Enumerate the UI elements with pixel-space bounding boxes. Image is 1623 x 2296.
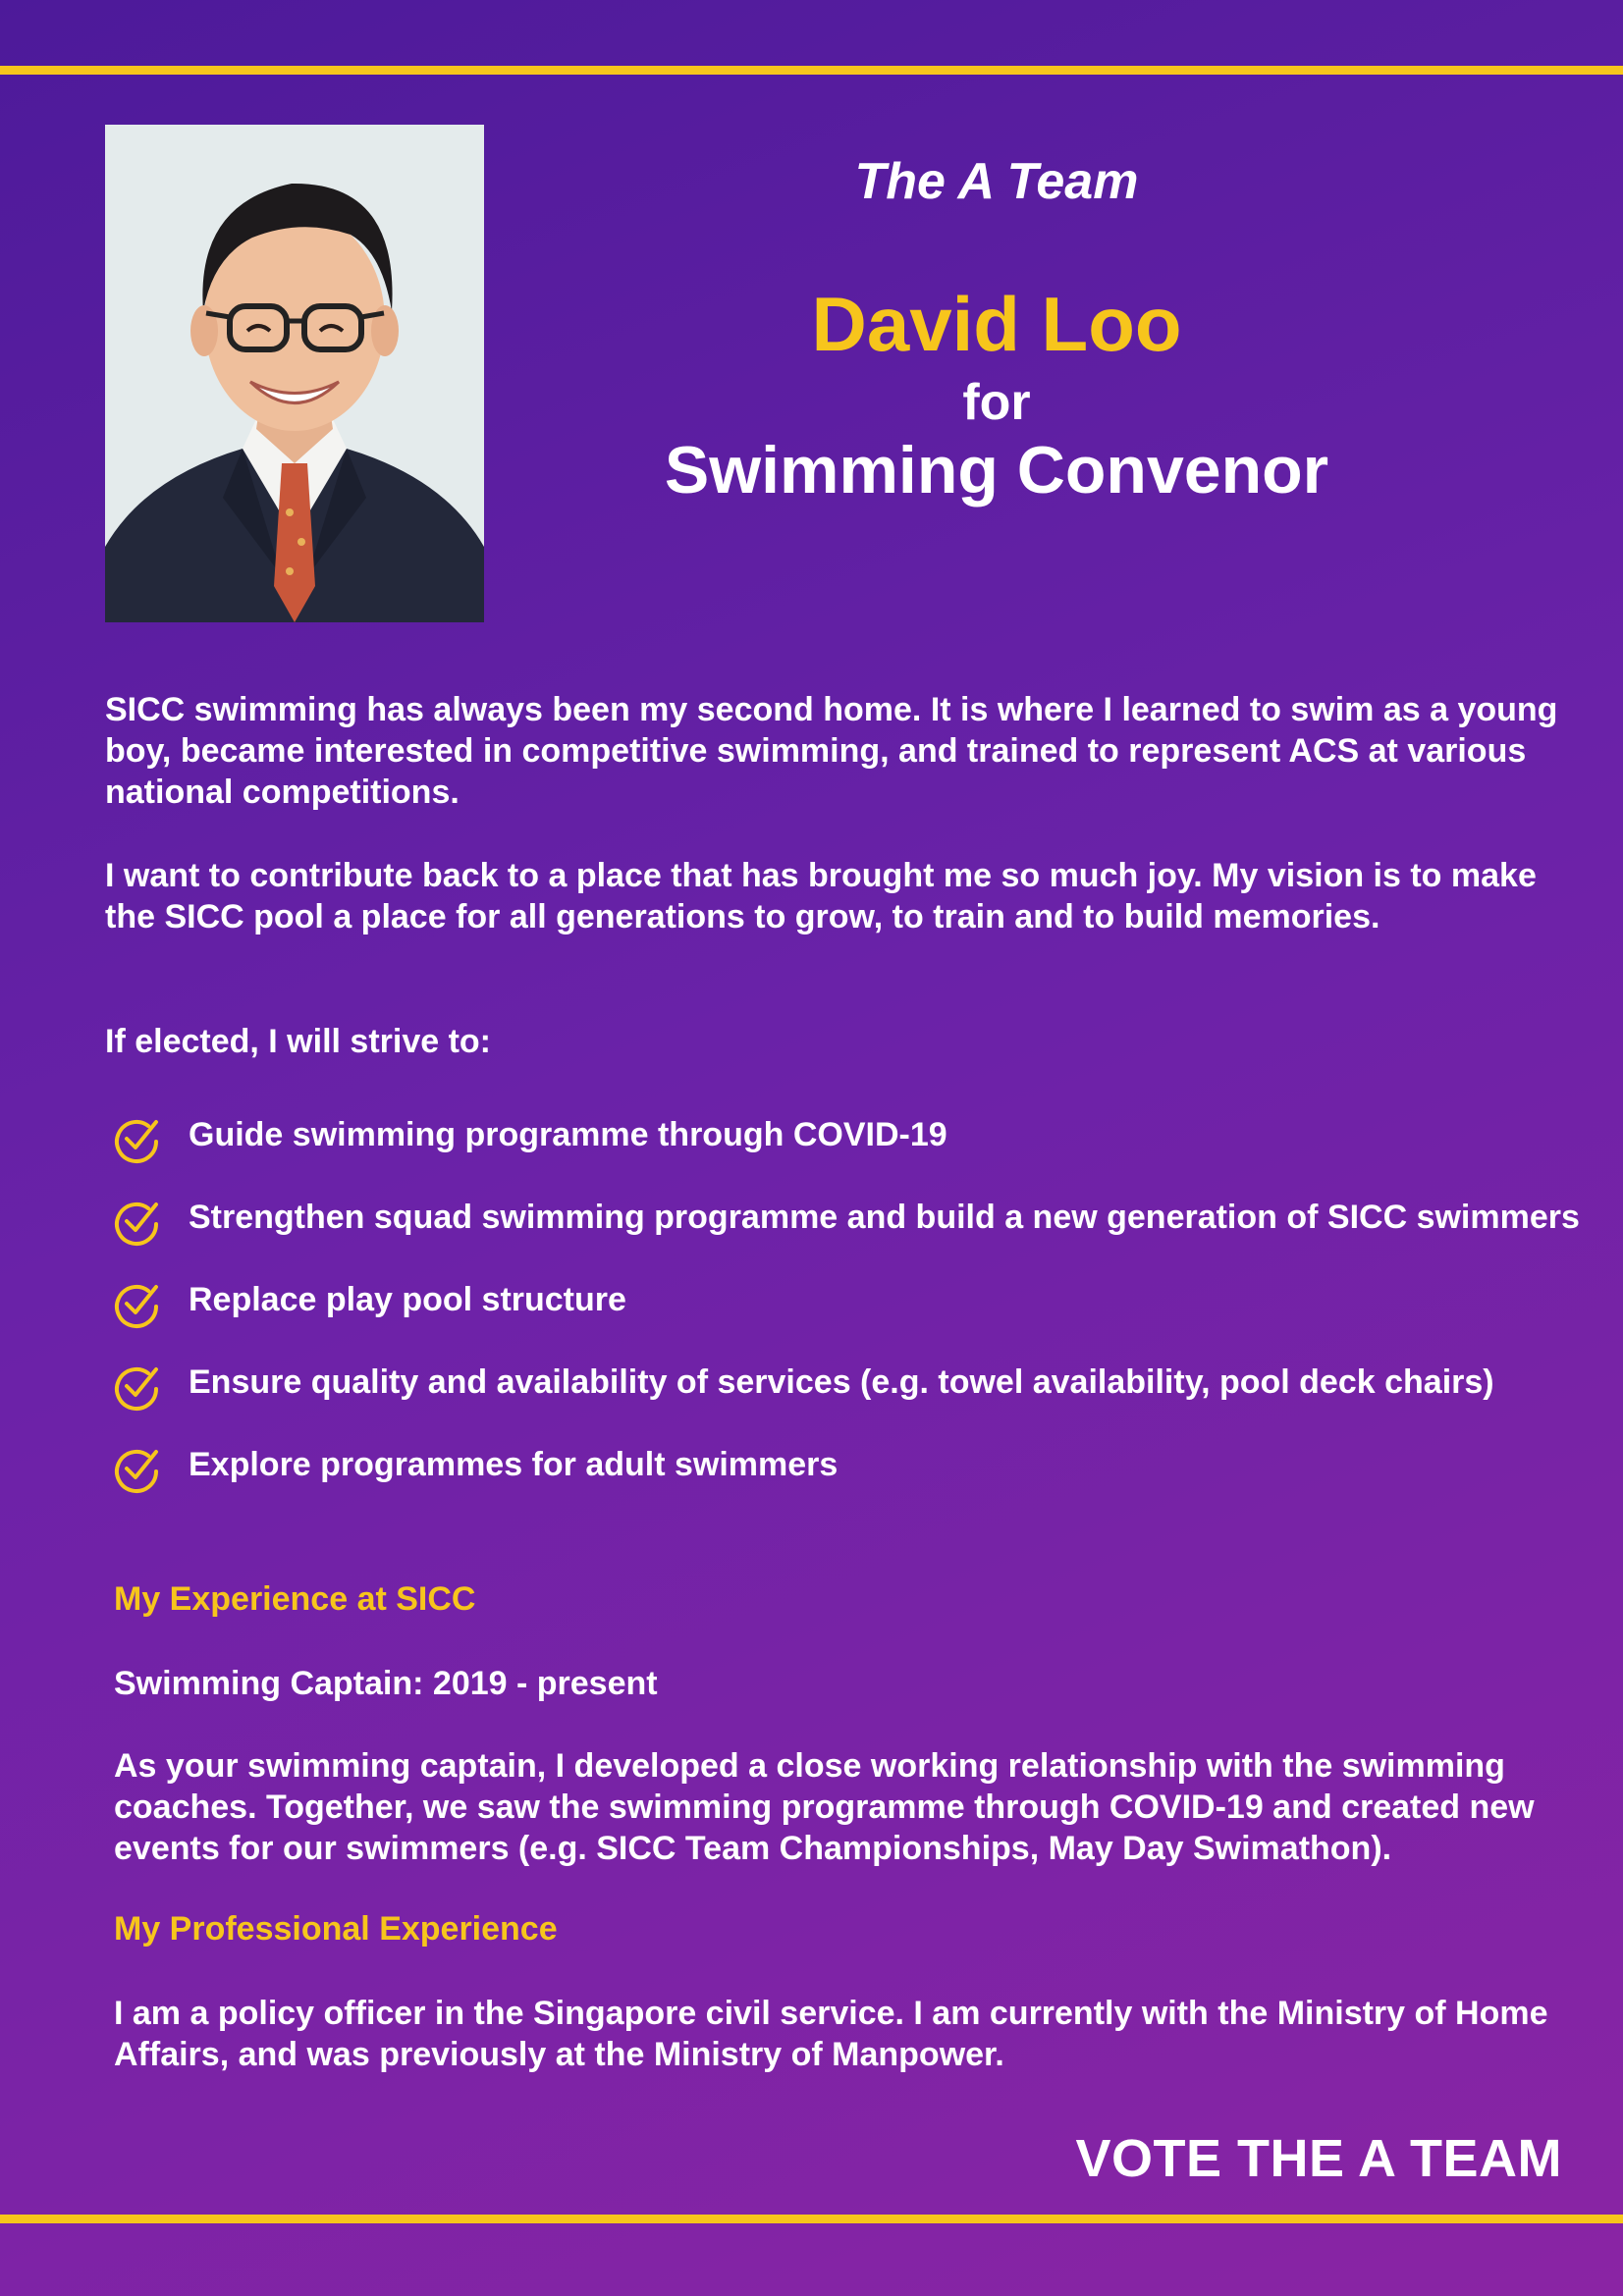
goal-item: [108, 1444, 1581, 1485]
top-accent-rule: [0, 66, 1623, 75]
for-word: for: [962, 374, 1031, 431]
goal-item: [108, 1197, 1581, 1238]
goal-item: [108, 1279, 1581, 1320]
portrait-illustration: [105, 125, 484, 622]
professional-experience-description: I am a policy officer in the Singapore civil service. I am currently with the Ministry of Home Affairs, and was previously at the Ministry of Manpower.: [114, 1995, 1548, 2073]
professional-experience-heading: My Professional Experience: [114, 1910, 558, 1948]
vote-call-to-action: VOTE THE A TEAM: [1075, 2129, 1562, 2188]
pledge-intro: If elected, I will strive to:: [105, 1023, 491, 1060]
check-circle-icon: [111, 1197, 162, 1248]
sicc-role: Swimming Captain: 2019 - present: [114, 1665, 658, 1702]
goal-text: Ensure quality and availability of services (e.g. towel availability, pool deck chairs): [189, 1363, 1494, 1401]
sicc-experience-heading: My Experience at SICC: [114, 1580, 476, 1618]
bottom-accent-rule: [0, 2215, 1623, 2223]
goal-text: Explore programmes for adult swimmers: [189, 1446, 839, 1483]
team-name: The A Team: [854, 153, 1139, 210]
position-title: Swimming Convenor: [664, 433, 1329, 507]
sicc-experience-description: As your swimming captain, I developed a close working relationship with the swimming coaches. Together, we saw the swimming programme through COVID-19 and created new events for our swimmers (e.g. SICC Team Championships, May Day Swimathon).: [114, 1747, 1535, 1867]
candidate-name: David Loo: [811, 281, 1182, 367]
check-circle-icon: [111, 1279, 162, 1330]
goal-item: [108, 1114, 1581, 1155]
check-circle-icon: [111, 1362, 162, 1413]
intro-paragraph: SICC swimming has always been my second home. It is where I learned to swim as a young boy, became interested in competitive swimming, and trained to represent ACS at various national competitions.: [105, 691, 1558, 811]
vision-paragraph: I want to contribute back to a place that has brought me so much joy. My vision is to make the SICC pool a place for all generations to grow, to train and to build memories.: [105, 857, 1537, 935]
check-circle-icon: [111, 1444, 162, 1495]
goals-list: [108, 1114, 1581, 1526]
check-circle-icon: [111, 1114, 162, 1165]
goal-item: [108, 1362, 1581, 1403]
goal-text: Replace play pool structure: [189, 1281, 626, 1318]
goal-text: Guide swimming programme through COVID-19: [189, 1116, 947, 1153]
goal-text: Strengthen squad swimming programme and build a new generation of SICC swimmers: [189, 1199, 1580, 1236]
candidate-photo: [105, 125, 484, 622]
